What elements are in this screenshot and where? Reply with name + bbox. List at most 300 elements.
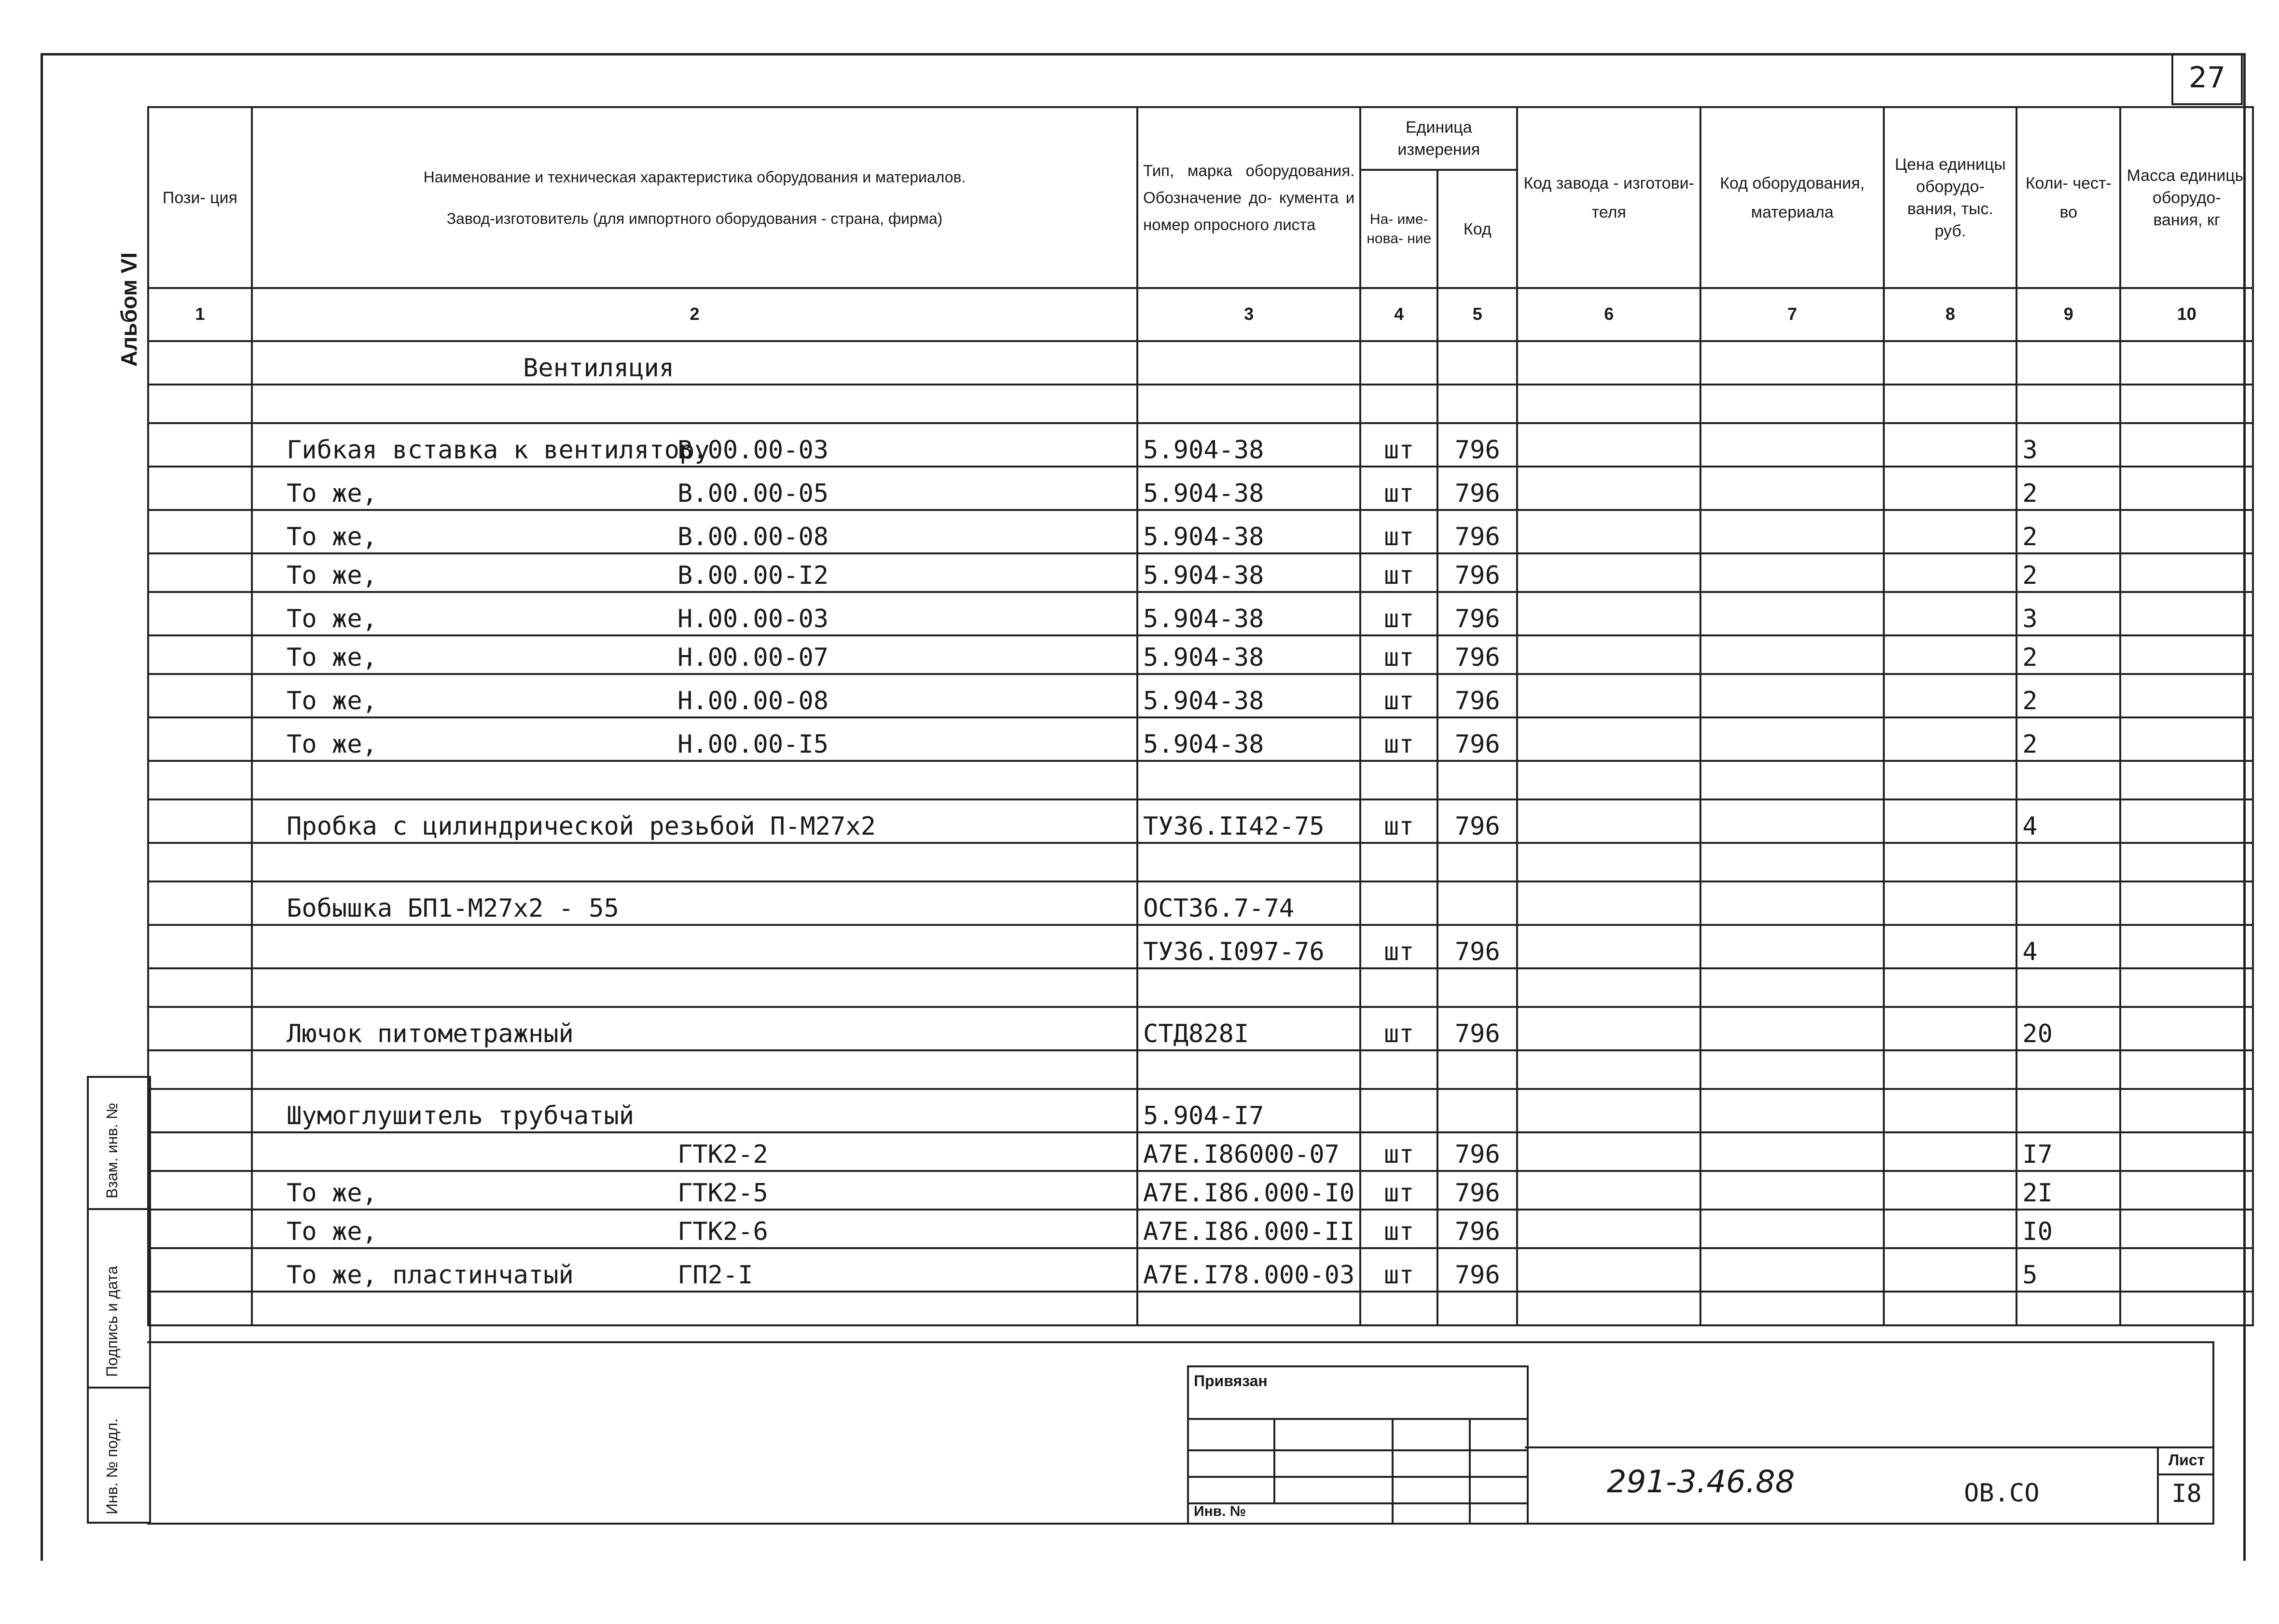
header-unit: Единица измерения [1360, 107, 1517, 170]
cell-mass [2120, 467, 2253, 510]
cell-mass [2120, 1292, 2253, 1325]
cell-price [1884, 717, 2017, 761]
cell-name [252, 1210, 1137, 1248]
cell-name [252, 717, 1137, 761]
cell-unit-code [1437, 761, 1517, 799]
header-row-1 [148, 107, 2253, 170]
cell-document [1137, 1292, 1360, 1325]
cell-unit-code: 796 [1437, 674, 1517, 717]
cell-document: 5.904-38 [1137, 717, 1360, 761]
cell-mass [2120, 423, 2253, 467]
cell-position [148, 423, 252, 467]
cell-factory-code [1517, 1050, 1700, 1089]
cell-equipment-code [1700, 553, 1884, 592]
cell-price [1884, 925, 2017, 968]
cell-price [1884, 761, 2017, 799]
cell-quantity [2017, 341, 2120, 385]
cell-quantity: 2I [2017, 1171, 2120, 1210]
cell-unit-code: 796 [1437, 717, 1517, 761]
cell-document [1137, 968, 1360, 1007]
cell-equipment-code [1700, 635, 1884, 674]
colnum-8: 8 [1884, 288, 2017, 341]
cell-document: А7Е.I86.000-II [1137, 1210, 1360, 1248]
cell-equipment-code [1700, 1248, 1884, 1292]
table-row [148, 385, 2253, 423]
cell-factory-code [1517, 510, 1700, 553]
header-unit-code: Код [1437, 170, 1517, 288]
header-name-line1: Наименование и техническая характеристика оборудования и материалов. [423, 168, 966, 186]
cell-unit-name: шт [1360, 717, 1437, 761]
cell-equipment-code [1700, 510, 1884, 553]
cell-name [252, 925, 1137, 968]
item-code: В.00.00-08 [677, 523, 829, 551]
cell-mass [2120, 510, 2253, 553]
cell-position [148, 510, 252, 553]
cell-factory-code [1517, 968, 1700, 1007]
cell-equipment-code [1700, 385, 1884, 423]
cell-position [148, 1292, 252, 1325]
cell-position [148, 1132, 252, 1171]
header-quantity: Коли- чест- во [2017, 107, 2120, 288]
docnum-top-line [1525, 1446, 2212, 1448]
table-row [148, 553, 2253, 592]
item-code: Н.00.00-I5 [677, 730, 829, 759]
cell-price [1884, 799, 2017, 843]
cell-quantity: 3 [2017, 423, 2120, 467]
cell-unit-code: 796 [1437, 1007, 1517, 1050]
cell-factory-code [1517, 1171, 1700, 1210]
item-code: ГТК2-5 [677, 1179, 768, 1208]
cell-unit-name [1360, 1292, 1437, 1325]
cell-position [148, 1210, 252, 1248]
header-mass: Масса единицы оборудо- вания, кг [2120, 107, 2253, 288]
header-name [252, 107, 1137, 288]
cell-unit-name: шт [1360, 925, 1437, 968]
cell-position [148, 717, 252, 761]
item-name: То же, [287, 1217, 377, 1246]
cell-document: 5.904-38 [1137, 423, 1360, 467]
table-row [148, 968, 2253, 1007]
cell-price [1884, 1210, 2017, 1248]
cell-unit-code: 796 [1437, 1171, 1517, 1210]
cell-factory-code [1517, 635, 1700, 674]
cell-price [1884, 674, 2017, 717]
cell-factory-code [1517, 674, 1700, 717]
cell-quantity: 2 [2017, 717, 2120, 761]
cell-name [252, 843, 1137, 881]
cell-document [1137, 341, 1360, 385]
header-unit-name: На- име- нова- ние [1360, 170, 1437, 288]
cell-document: СТД828I [1137, 1007, 1360, 1050]
cell-unit-name [1360, 843, 1437, 881]
cell-document: ТУ36.II42-75 [1137, 799, 1360, 843]
cell-document: А7Е.I86.000-I0 [1137, 1171, 1360, 1210]
cell-equipment-code [1700, 761, 1884, 799]
cell-position [148, 467, 252, 510]
cell-unit-code [1437, 341, 1517, 385]
item-code: ГТК2-2 [677, 1140, 768, 1169]
cell-factory-code [1517, 1007, 1700, 1050]
privyazan-grid-line-1 [1189, 1418, 1527, 1420]
cell-mass [2120, 385, 2253, 423]
cell-unit-code: 796 [1437, 925, 1517, 968]
cell-unit-name [1360, 385, 1437, 423]
cell-factory-code [1517, 1132, 1700, 1171]
cell-price [1884, 1007, 2017, 1050]
cell-factory-code [1517, 799, 1700, 843]
cell-name [252, 510, 1137, 553]
cell-name [252, 674, 1137, 717]
cell-quantity: 2 [2017, 674, 2120, 717]
table-row [148, 799, 2253, 843]
cell-name [252, 1132, 1137, 1171]
cell-position [148, 635, 252, 674]
cell-price [1884, 843, 2017, 881]
cell-unit-code [1437, 968, 1517, 1007]
item-code: Н.00.00-07 [677, 643, 829, 672]
cell-equipment-code [1700, 881, 1884, 925]
table-row [148, 925, 2253, 968]
stamp-sign-date: Подпись и дата [103, 1266, 121, 1377]
cell-unit-name [1360, 1050, 1437, 1089]
cell-mass [2120, 1248, 2253, 1292]
table-row [148, 341, 2253, 385]
item-code: Н.00.00-08 [677, 687, 829, 716]
cell-price [1884, 467, 2017, 510]
table-row [148, 717, 2253, 761]
cell-price [1884, 1050, 2017, 1089]
item-code: Н.00.00-03 [677, 605, 829, 633]
colnum-10: 10 [2120, 288, 2253, 341]
cell-equipment-code [1700, 1171, 1884, 1210]
cell-unit-code: 796 [1437, 553, 1517, 592]
inv-no-label: Инв. № [1194, 1503, 1246, 1519]
item-code: В.00.00-I2 [677, 561, 829, 590]
cell-quantity [2017, 1050, 2120, 1089]
cell-equipment-code [1700, 467, 1884, 510]
document-mark: ОВ.СО [1964, 1479, 2040, 1508]
item-code: В.00.00-03 [677, 436, 829, 465]
cell-position [148, 1089, 252, 1132]
cell-mass [2120, 1089, 2253, 1132]
cell-equipment-code [1700, 843, 1884, 881]
cell-mass [2120, 1171, 2253, 1210]
item-name: Лючок питометражный [287, 1019, 574, 1048]
colnum-1: 1 [148, 288, 252, 341]
cell-mass [2120, 1210, 2253, 1248]
item-name: То же, [287, 643, 377, 672]
cell-position [148, 385, 252, 423]
corner-number-box [2171, 53, 2243, 105]
stamp-vzam-inv: Взам. инв. № [103, 1102, 121, 1198]
cell-equipment-code [1700, 925, 1884, 968]
cell-mass [2120, 717, 2253, 761]
cell-position [148, 799, 252, 843]
privyazan-grid-vline-2 [1392, 1418, 1394, 1525]
cell-price [1884, 1132, 2017, 1171]
table-row [148, 1210, 2253, 1248]
cell-mass [2120, 674, 2253, 717]
cell-position [148, 341, 252, 385]
cell-position [148, 968, 252, 1007]
cell-mass [2120, 761, 2253, 799]
cell-mass [2120, 968, 2253, 1007]
cell-mass [2120, 925, 2253, 968]
header-equipment-code: Код оборудования, материала [1700, 107, 1884, 288]
cell-unit-code: 796 [1437, 467, 1517, 510]
cell-mass [2120, 341, 2253, 385]
titleblock-bottom-line [147, 1523, 2214, 1525]
cell-equipment-code [1700, 1210, 1884, 1248]
cell-price [1884, 968, 2017, 1007]
cell-unit-code [1437, 881, 1517, 925]
cell-price [1884, 1292, 2017, 1325]
cell-price [1884, 423, 2017, 467]
stamp-divider-1 [89, 1208, 149, 1210]
cell-unit-code [1437, 385, 1517, 423]
cell-unit-name: шт [1360, 467, 1437, 510]
cell-factory-code [1517, 341, 1700, 385]
colnum-4: 4 [1360, 288, 1437, 341]
cell-equipment-code [1700, 717, 1884, 761]
cell-price [1884, 510, 2017, 553]
cell-unit-name: шт [1360, 423, 1437, 467]
cell-unit-name: шт [1360, 1171, 1437, 1210]
cell-factory-code [1517, 592, 1700, 635]
cell-quantity: 4 [2017, 799, 2120, 843]
cell-unit-name [1360, 761, 1437, 799]
cell-mass [2120, 799, 2253, 843]
item-name: Бобышка БП1-М27х2 - 55 [287, 894, 619, 923]
header-price: Цена единицы оборудо- вания, тыс. руб. [1884, 107, 2017, 288]
colnum-5: 5 [1437, 288, 1517, 341]
header-position: Пози- ция [148, 107, 252, 288]
cell-mass [2120, 1050, 2253, 1089]
cell-quantity: 20 [2017, 1007, 2120, 1050]
cell-equipment-code [1700, 341, 1884, 385]
left-stamp [87, 1076, 151, 1524]
cell-factory-code [1517, 1248, 1700, 1292]
cell-position [148, 592, 252, 635]
cell-document: 5.904-38 [1137, 510, 1360, 553]
cell-equipment-code [1700, 423, 1884, 467]
table-row [148, 1292, 2253, 1325]
cell-name [252, 592, 1137, 635]
table-row [148, 1171, 2253, 1210]
cell-position [148, 674, 252, 717]
cell-price [1884, 1089, 2017, 1132]
cell-name [252, 1050, 1137, 1089]
cell-unit-name: шт [1360, 1132, 1437, 1171]
stamp-divider-2 [89, 1387, 149, 1389]
cell-unit-name: шт [1360, 635, 1437, 674]
cell-equipment-code [1700, 592, 1884, 635]
cell-unit-name [1360, 341, 1437, 385]
table-row [148, 1007, 2253, 1050]
cell-unit-code [1437, 843, 1517, 881]
cell-factory-code [1517, 385, 1700, 423]
cell-position [148, 1171, 252, 1210]
cell-factory-code [1517, 553, 1700, 592]
cell-quantity: 2 [2017, 510, 2120, 553]
item-name: То же, [287, 479, 377, 508]
table-row [148, 761, 2253, 799]
table-row [148, 1248, 2253, 1292]
cell-name [252, 553, 1137, 592]
cell-unit-code: 796 [1437, 592, 1517, 635]
cell-equipment-code [1700, 968, 1884, 1007]
cell-equipment-code [1700, 1292, 1884, 1325]
cell-document: 5.904-38 [1137, 592, 1360, 635]
table-row [148, 592, 2253, 635]
cell-quantity: 5 [2017, 1248, 2120, 1292]
cell-price [1884, 881, 2017, 925]
cell-price [1884, 592, 2017, 635]
cell-unit-name: шт [1360, 592, 1437, 635]
item-name: Шумоглушитель трубчатый [287, 1101, 635, 1130]
cell-name [252, 968, 1137, 1007]
cell-quantity [2017, 761, 2120, 799]
cell-position [148, 1007, 252, 1050]
colnum-6: 6 [1517, 288, 1700, 341]
cell-unit-code [1437, 1050, 1517, 1089]
cell-quantity: I0 [2017, 1210, 2120, 1248]
cell-name [252, 799, 1137, 843]
cell-position [148, 881, 252, 925]
cell-position [148, 1248, 252, 1292]
cell-name [252, 1089, 1137, 1132]
cell-mass [2120, 635, 2253, 674]
cell-document: ТУ36.I097-76 [1137, 925, 1360, 968]
cell-document [1137, 1050, 1360, 1089]
cell-name [252, 1292, 1137, 1325]
specification-table [147, 106, 2254, 1326]
cell-unit-name: шт [1360, 1210, 1437, 1248]
cell-quantity [2017, 843, 2120, 881]
item-code: В.00.00-05 [677, 479, 829, 508]
cell-name [252, 341, 1137, 385]
cell-document: ОСТ36.7-74 [1137, 881, 1360, 925]
cell-quantity: 3 [2017, 592, 2120, 635]
cell-unit-code: 796 [1437, 1248, 1517, 1292]
cell-document: А7Е.I86000-07 [1137, 1132, 1360, 1171]
cell-equipment-code [1700, 799, 1884, 843]
cell-name [252, 635, 1137, 674]
cell-factory-code [1517, 761, 1700, 799]
privyazan-box [1187, 1365, 1529, 1525]
cell-quantity [2017, 968, 2120, 1007]
cell-document [1137, 843, 1360, 881]
cell-unit-name: шт [1360, 1248, 1437, 1292]
cell-name [252, 385, 1137, 423]
cell-equipment-code [1700, 1050, 1884, 1089]
privyazan-grid-vline-1 [1273, 1418, 1275, 1502]
album-label: Альбом VI [116, 252, 141, 367]
cell-unit-code: 796 [1437, 635, 1517, 674]
table-row [148, 674, 2253, 717]
cell-name [252, 467, 1137, 510]
cell-factory-code [1517, 843, 1700, 881]
cell-factory-code [1517, 1210, 1700, 1248]
cell-quantity: 2 [2017, 635, 2120, 674]
cell-factory-code [1517, 423, 1700, 467]
cell-document [1137, 761, 1360, 799]
cell-document: 5.904-38 [1137, 467, 1360, 510]
sheet-box-divider [2159, 1473, 2214, 1475]
colnum-2: 2 [252, 288, 1137, 341]
section-heading: Вентиляция [523, 354, 675, 383]
colnum-9: 9 [2017, 288, 2120, 341]
cell-unit-name: шт [1360, 553, 1437, 592]
item-name: То же, [287, 561, 377, 590]
titleblock-top-line [147, 1341, 2212, 1343]
cell-mass [2120, 592, 2253, 635]
cell-quantity: 4 [2017, 925, 2120, 968]
cell-equipment-code [1700, 1007, 1884, 1050]
colnum-7: 7 [1700, 288, 1884, 341]
cell-price [1884, 635, 2017, 674]
cell-name [252, 423, 1137, 467]
cell-document [1137, 385, 1360, 423]
item-code: ГТК2-6 [677, 1217, 768, 1246]
cell-unit-code: 796 [1437, 1210, 1517, 1248]
header-name-line2: Завод-изготовитель (для импортного оборудования - страна, фирма) [446, 209, 943, 227]
cell-price [1884, 385, 2017, 423]
cell-position [148, 925, 252, 968]
cell-unit-name: шт [1360, 510, 1437, 553]
cell-mass [2120, 553, 2253, 592]
table-row [148, 1050, 2253, 1089]
cell-document: 5.904-38 [1137, 635, 1360, 674]
cell-unit-code: 796 [1437, 510, 1517, 553]
table-row [148, 510, 2253, 553]
cell-price [1884, 553, 2017, 592]
header-factory-code: Код завода - изготови- теля [1517, 107, 1700, 288]
column-number-row [148, 288, 2253, 341]
cell-name [252, 1248, 1137, 1292]
cell-price [1884, 1248, 2017, 1292]
sheet-box [2157, 1446, 2214, 1525]
cell-quantity: 2 [2017, 467, 2120, 510]
cell-equipment-code [1700, 1089, 1884, 1132]
cell-mass [2120, 843, 2253, 881]
cell-document: 5.904-I7 [1137, 1089, 1360, 1132]
table-row [148, 635, 2253, 674]
cell-unit-code: 796 [1437, 423, 1517, 467]
table-row [148, 1089, 2253, 1132]
cell-name [252, 1007, 1137, 1050]
cell-position [148, 1050, 252, 1089]
colnum-3: 3 [1137, 288, 1360, 341]
cell-quantity [2017, 881, 2120, 925]
cell-unit-name: шт [1360, 799, 1437, 843]
cell-price [1884, 1171, 2017, 1210]
privyazan-label: Привязан [1194, 1372, 1268, 1390]
cell-unit-name: шт [1360, 1007, 1437, 1050]
item-code: ГП2-I [677, 1261, 753, 1290]
cell-unit-name: шт [1360, 674, 1437, 717]
cell-name [252, 881, 1137, 925]
cell-factory-code [1517, 717, 1700, 761]
cell-document: 5.904-38 [1137, 553, 1360, 592]
table-row [148, 467, 2253, 510]
privyazan-grid-vline-3 [1469, 1418, 1471, 1525]
item-name: То же, [287, 730, 377, 759]
cell-unit-name [1360, 968, 1437, 1007]
cell-position [148, 553, 252, 592]
cell-quantity [2017, 1292, 2120, 1325]
item-name: То же, [287, 687, 377, 716]
